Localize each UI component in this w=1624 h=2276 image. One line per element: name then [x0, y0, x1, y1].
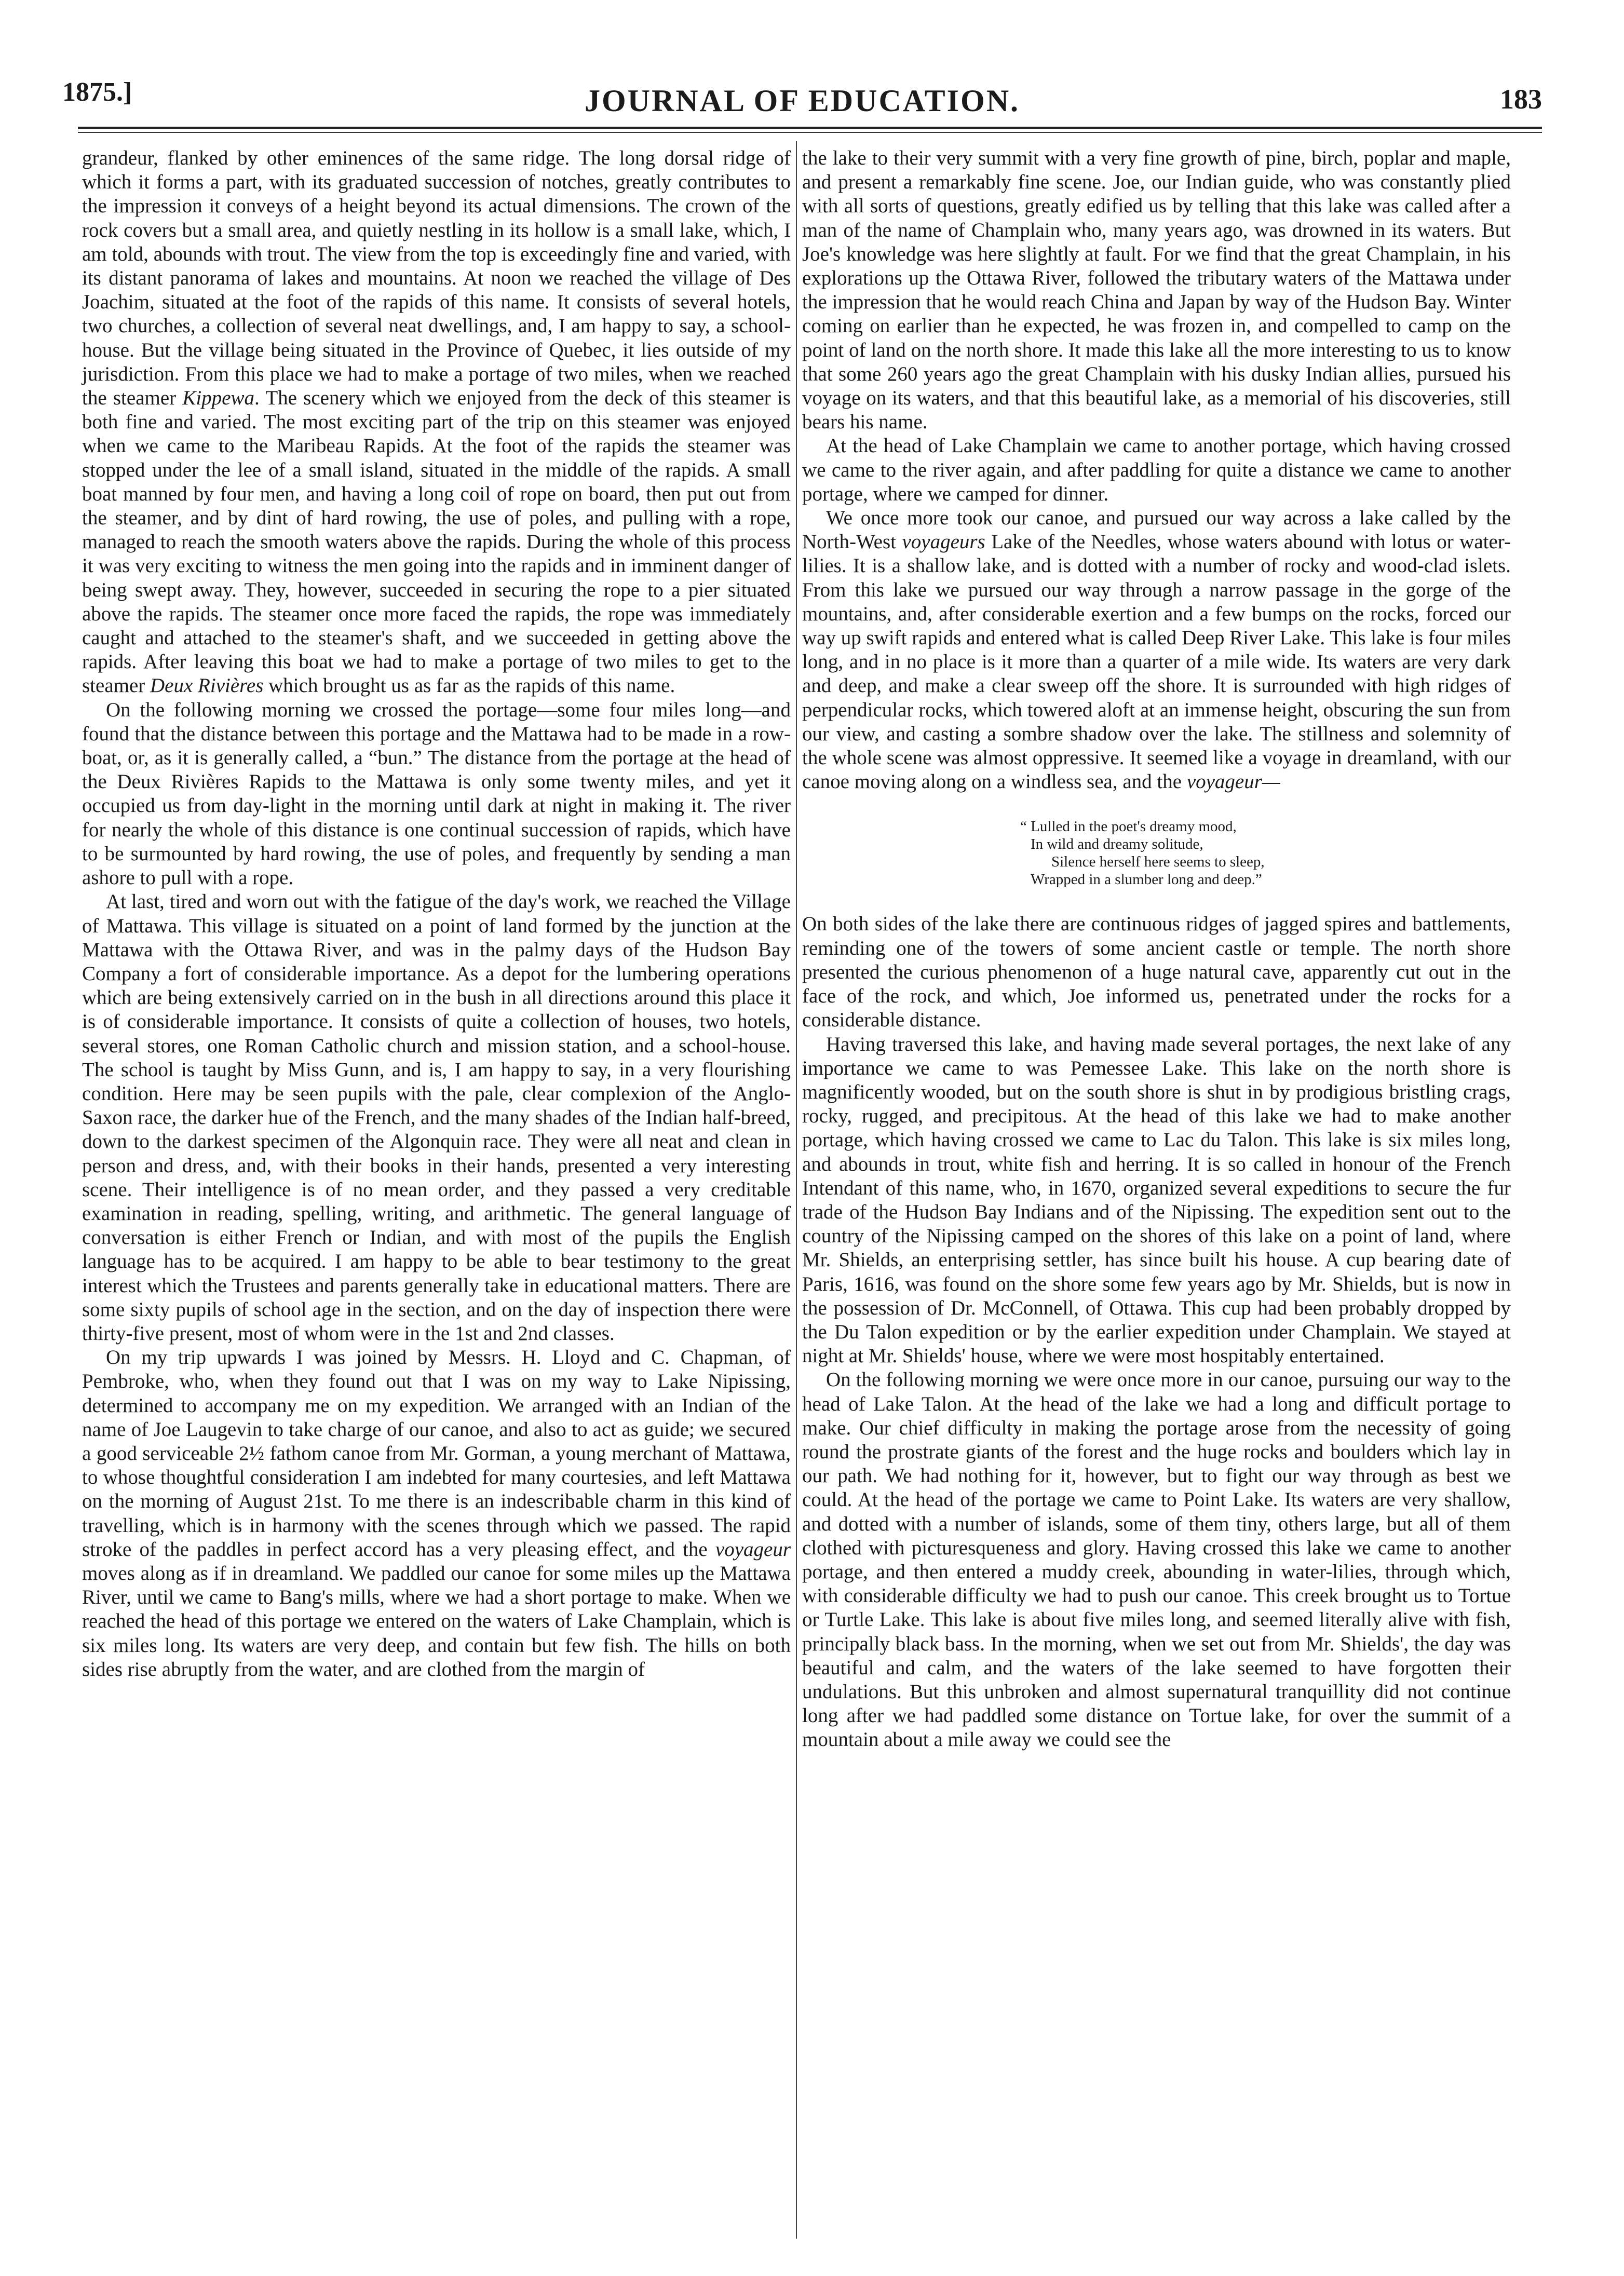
page-number: 183 [1500, 84, 1542, 115]
poem-line: Wrapped in a slumber long and deep.” [1031, 871, 1262, 888]
header-year: 1875.] [62, 77, 132, 107]
paragraph: On both sides of the lake there are continuous ridges of jagged spires and battlements, reminding one of the towers of some ancient castle or temple. The north shore presented the curious phenomenon of a huge natural cave, apparently cut out in the face of the rock, and which, Joe informed us, penetrated under the rocks for a considerable distance. [802, 913, 1511, 1032]
paragraph: the lake to their very summit with a very fine growth of pine, birch, poplar and maple, and present a remarkably fine scene. Joe, our Indian guide, who was constantly plied with all sorts of questions, greatly edified us by telling that this lake was called after a man of the name of Champlain who, many years ago, was drowned in its waters. But Joe's knowledge was here slightly at fault. For we find that the great Champlain, in his explorations up the Ottawa River, followed the tributary waters of the Mattawa under the impression that he would reach China and Japan by way of the Hudson Bay. Winter coming on earlier than he expected, he was frozen in, and compelled to camp on the point of land on the north shore. It made this lake all the more interesting to us to know that some 260 years ago the great Champlain with his dusky Indian allies, pursued his voyage on its waters, and that this beautiful lake, as a memorial of his discoveries, still bears his name. [802, 147, 1511, 433]
paragraph: At last, tired and worn out with the fatigue of the day's work, we reached the Village of Mattawa. This village is situated on a point of land formed by the junction at the Mattawa with the Ottawa River, and was in the palmy days of the Hudson Bay Company a fort of considerable importance. As a depot for the lumbering operations which are being extensively carried on in the bush in all directions around this place it is of considerable importance. It consists of quite a collection of houses, two hotels, several stores, one Roman Catholic church and mission station, and a school-house. The school is taught by Miss Gunn, and is, I am happy to say, in a very flourishing condition. Here may be seen pupils with the pale, clear complexion of the Anglo-Saxon race, the darker hue of the French, and the many shades of the Indian half-breed, down to the darkest specimen of the Algonquin race. They were all neat and clean in person and dress, and, with their books in their hands, presented a very interesting scene. Their intelligence is of no mean order, and they passed a very creditable examination in reading, spelling, writing, and arithmetic. The general language of conversation is either French or Indian, and with most of the pupils the English language has to be acquired. I am happy to be able to bear testimony to the great interest which the Trustees and parents generally take in educational matters. There are some sixty pupils of school age in the section, and on the day of inspection there were thirty-five present, most of whom were in the 1st and 2nd classes. [82, 890, 791, 1345]
journal-title: JOURNAL OF EDUCATION. [584, 84, 1020, 118]
paragraph: On the following morning we were once more in our canoe, pursuing our way to the head of Lake Talon. At the head of the lake we had a long and difficult portage to make. Our chief difficulty in making the portage arose from the necessity of going round the prostrate giants of the forest and the huge rocks and boulders which lay in our path. We had nothing for it, however, but to fight our way through as best we could. At the head of the portage we came to Point Lake. Its waters are very shallow, and dotted with a number of islands, some of them tiny, others large, but all of them clothed with picturesqueness and glory. Having crossed this lake we came to another portage, and then entered a muddy creek, abounding in water-lilies, through which, with considerable difficulty we had to push our canoe. This creek brought us to Tortue or Turtle Lake. This lake is about five miles long, and seemed literally alive with fish, principally black bass. In the morning, when we set out from Mr. Shields', the day was beautiful and calm, and the waters of the lake seemed to have forgotten their undulations. But this unbroken and almost supernatural tranquillity did not continue long after we had paddled some distance on Tortue lake, for over the summit of a mountain about a mile away we could see the [802, 1369, 1511, 1751]
page-header [62, 73, 1542, 130]
left-column [82, 146, 791, 1682]
header-rule-thin [78, 132, 1542, 133]
poem-line: In wild and dreamy solitude, [1031, 836, 1203, 853]
paragraph: grandeur, flanked by other eminences of the same ridge. The long dorsal ridge of which it forms a part, with its graduated succession of notches, greatly contributes to the impression it conveys of a height beyond its actual dimensions. The crown of the rock covers but a small area, and quietly nestling in its hollow is a small lake, which, I am told, abounds with trout. The view from the top is exceedingly fine and varied, with its distant panorama of lakes and mountains. At noon we reached the village of Des Joachim, situated at the foot of the rapids of this name. It consists of several hotels, two churches, a collection of several neat dwellings, and, I am happy to say, a school-house. But the village being situated in the Province of Quebec, it lies outside of my jurisdiction. From this place we had to make a portage of two miles, when we reached the steamer Kippewa. The scenery which we enjoyed from the deck of this steamer is both fine and varied. The most exciting part of the trip on this steamer was enjoyed when we came to the Maribeau Rapids. At the foot of the rapids the steamer was stopped under the lee of a small island, situated in the middle of the rapids. A small boat manned by four men, and having a long coil of rope on board, then put out from the steamer, and by dint of hard rowing, the use of poles, and pulling with a rope, managed to reach the smooth waters above the rapids. During the whole of this process it was very exciting to witness the men going into the rapids and in imminent danger of being swept away. They, however, succeeded in securing the rope to a pier situated above the rapids. The steamer once more faced the rapids, the rope was immediately caught and attached to the steamer's shaft, and we succeeded in getting above the rapids. After leaving this boat we had to make a portage of two miles to get to the steamer Deux Rivières which brought us as far as the rapids of this name. [82, 147, 791, 697]
poem-line: “ Lulled in the poet's dreamy mood, [1020, 818, 1237, 835]
paragraph: At the head of Lake Champlain we came to another portage, which having crossed we came to the river again, and after paddling for quite a distance we came to another portage, where we camped for dinner. [802, 435, 1511, 505]
paragraph: On the following morning we crossed the portage—some four miles long—and found that the distance between this portage and the Mattawa had to be made in a row-boat, or, as it is generally called, a “bun.” The distance from the portage at the head of the Deux Rivières Rapids to the Mattawa is only some twenty miles, and yet it occupied us from day-light in the morning until dark at night in making it. The river for nearly the whole of this distance is one continual succession of rapids, which have to be surmounted by hard rowing, the use of poles, and frequently by sending a man ashore to pull with a rope. [82, 698, 791, 889]
poem-line: Silence herself here seems to sleep, [1051, 853, 1265, 871]
column-divider [796, 141, 797, 2239]
poem-quote [802, 818, 1511, 888]
paragraph: Having traversed this lake, and having made several portages, the next lake of any importance we came to was Pemessee Lake. This lake on the north shore is magnificently wooded, but on the south shore is shut in by prodigious bristling crags, rocky, rugged, and precipitous. At the head of this lake we had to make another portage, which having crossed we came to Lac du Talon. This lake is six miles long, and abounds in trout, white fish and herring. It is so called in honour of the French Intendant of this name, who, in 1670, organized several expeditions to secure the fur trade of the Hudson Bay Indians and of the Nipissing. The expedition sent out to the country of the Nipissing camped on the shores of this lake on a point of land, where Mr. Shields, an enterprising settler, has since built his house. A cup bearing date of Paris, 1616, was found on the shore some few years ago by Mr. Shields, but is now in the possession of Dr. McConnell, of Ottawa. This cup had been probably dropped by the Du Talon expedition or by the earlier expedition under Champlain. We stayed at night at Mr. Shields' house, where we were most hospitably entertained. [802, 1033, 1511, 1367]
header-rule [78, 127, 1542, 129]
paragraph: We once more took our canoe, and pursued our way across a lake called by the North-West voyageurs Lake of the Needles, whose waters abound with lotus or water-lilies. It is a shallow lake, and is dotted with a number of rocky and wood-clad islets. From this lake we pursued our way through a narrow passage in the gorge of the mountains, and, after considerable exertion and a few bumps on the rocks, forced our way up swift rapids and entered what is called Deep River Lake. This lake is four miles long, and in no place is it more than a quarter of a mile wide. Its waters are very dark and deep, and make a clear sweep off the shore. It is surrounded with high ridges of perpendicular rocks, which towered aloft at an immense height, obscuring the sun from our view, and casting a sombre shadow over the lake. The stillness and solemnity of the whole scene was almost oppressive. It seemed like a voyage in dreamland, with our canoe moving along on a windless sea, and the voyageur— [802, 507, 1511, 793]
paragraph: On my trip upwards I was joined by Messrs. H. Lloyd and C. Chapman, of Pembroke, who, when they found out that I was on my way to Lake Nipissing, determined to accompany me on my expedition. We arranged with an Indian of the name of Joe Laugevin to take charge of our canoe, and also to act as guide; we secured a good serviceable 2½ fathom canoe from Mr. Gorman, a young merchant of Mattawa, to whose thoughtful consideration I am indebted for many courtesies, and left Mattawa on the morning of August 21st. To me there is an indescribable charm in this kind of travelling, which is in harmony with the scenes through which we passed. The rapid stroke of the paddles in perfect accord has a very pleasing effect, and the voyageur moves along as if in dreamland. We paddled our canoe for some miles up the Mattawa River, until we came to Bang's mills, where we had a short portage to make. When we reached the head of this portage we entered on the waters of Lake Champlain, which is six miles long. Its waters are very deep, and contain but few fish. The hills on both sides rise abruptly from the water, and are clothed from the margin of [82, 1346, 791, 1681]
right-column [802, 146, 1511, 1752]
